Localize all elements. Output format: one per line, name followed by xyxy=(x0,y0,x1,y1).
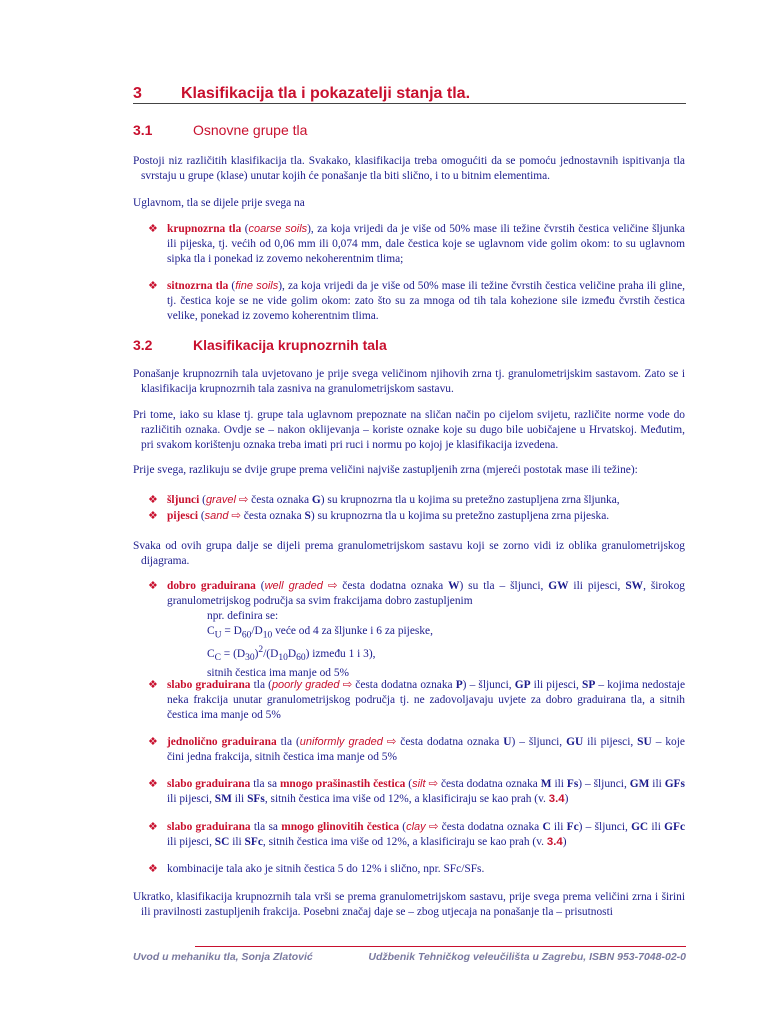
list-item: ❖ slabo graduirana tla sa mnogo glinovitih čestica (clay ⇨ česta dodatna oznaka C ili Fc) – šljunci, GC ili GFc ili pijesci, SC ili SFc, sitnih čestica ima više od 12%, a klasificiraju se kao prah (v. 3.4) xyxy=(148,821,685,848)
section-title: Klasifikacija krupnozrnih tala xyxy=(193,337,387,353)
bullet-icon: ❖ xyxy=(148,863,158,875)
paragraph: Svaka od ovih grupa dalje se dijeli prema granulometrijskom sastavu koji se zorno vidi iz oblika granulometrijskog dijagrama. xyxy=(133,540,685,567)
chapter-number: 3 xyxy=(133,85,142,102)
list-item: ❖ šljunci (gravel ⇨ česta oznaka G) su krupnozrna tla u kojima su pretežno zastupljena zrna šljunka, xyxy=(148,494,620,506)
arrow-right-icon: ⇨ xyxy=(382,736,401,748)
chapter-heading xyxy=(133,86,686,104)
arrow-right-icon: ⇨ xyxy=(322,580,343,592)
section-number: 3.1 xyxy=(133,122,153,138)
section-heading-3-1 xyxy=(133,123,307,138)
footer-right: Udžbenik Tehničkog veleučilišta u Zagrebu, ISBN 953-7048-02-0 xyxy=(368,951,686,963)
chapter-title: Klasifikacija tla i pokazatelji stanja tla. xyxy=(181,85,471,102)
bullet-icon: ❖ xyxy=(148,494,158,506)
section-title: Osnovne grupe tla xyxy=(193,122,308,138)
paragraph: Pri tome, iako su klase tj. grupe tala uglavnom prepoznate na sličan način po cijelom svijetu, različite norme vode do različitih oznaka. Ovdje se – nakon oklijevanja – koriste oznake koje su dugo bile uobičajene u Hrvatskoj. Međutim, pri svakom korištenju oznaka treba imati pri ruci i normu po kojoj je klasifikacija izvedena. xyxy=(133,409,685,451)
paragraph: Postoji niz različitih klasifikacija tla. Svakako, klasifikacija treba omogućiti da se pomoću jednostavnih ispitivanja tla svrstaju u grupe (klase) unutar kojih će ponašanje tla biti slično, i to u bitnim elementima. xyxy=(133,155,685,182)
list-item: ❖ pijesci (sand ⇨ česta oznaka S) su krupnozrna tla u kojima su pretežno zastupljena zrna pijeska. xyxy=(148,510,610,522)
bullet-icon: ❖ xyxy=(148,679,158,691)
list-item: ❖ krupnozrna tla (coarse soils), za koja vrijedi da je više od 50% mase ili težine čvrstih čestica veličine šljunka ili pijeska, tj. većih od 0,06 mm ili 0,074 mm, dale čestica koje se uglavnom vide golim okom: to su uglavnom sipka tla i ponekad iz zovemo nekoherentnim tlima; xyxy=(148,223,685,265)
bullet-icon: ❖ xyxy=(148,223,158,235)
bullet-icon: ❖ xyxy=(148,580,158,592)
list-item: ❖ slabo graduirana tla (poorly graded ⇨ česta dodatna oznaka P) – šljunci, GP ili pijesci, SP – kojima nedostaje neka frakcija unutar granulometrijskog područja tj. ne zadovoljavaju uvjete za dobro graduirana tla, a sitnih čestica ima manje od 5% xyxy=(148,679,685,721)
list-item: ❖ slabo graduirana tla sa mnogo prašinastih čestica (silt ⇨ česta dodatna oznaka M ili Fs) – šljunci, GM ili GFs ili pijesci, SM ili SFs, sitnih čestica ima više od 12%, a klasificiraju se kao prah (v. 3.4) xyxy=(148,778,685,805)
arrow-right-icon: ⇨ xyxy=(425,778,441,790)
paragraph: Ukratko, klasifikacija krupnozrnih tala vrši se prema granulometrijskom sastavu, prije svega prema veličini zrna i širini ili pravilnosti zastupljenih frakcija. Posebni značaj daje se – zbog utjecaja na ponašanje tla – prisutnosti xyxy=(133,891,685,918)
footer-rule xyxy=(195,946,686,947)
bullet-icon: ❖ xyxy=(148,778,158,790)
section-number: 3.2 xyxy=(133,337,153,353)
bullet-icon: ❖ xyxy=(148,280,158,292)
cross-reference-link[interactable]: 3.4 xyxy=(546,836,563,848)
section-heading-3-2 xyxy=(133,338,387,353)
arrow-right-icon: ⇨ xyxy=(425,821,442,833)
arrow-right-icon: ⇨ xyxy=(235,494,252,506)
arrow-right-icon: ⇨ xyxy=(228,510,244,522)
paragraph: Prije svega, razlikuju se dvije grupe prema veličini najviše zastupljenih zrna (mjereći postotak mase ili težine): xyxy=(133,464,638,476)
bullet-icon: ❖ xyxy=(148,821,158,833)
paragraph: Ponašanje krupnozrnih tala uvjetovano je prije svega veličinom njihovih zrna tj. granulometrijskim sastavom. Zato se i klasifikacija krupnozrnih tala zasniva na granulometrijskom sastavu. xyxy=(133,368,685,395)
bullet-icon: ❖ xyxy=(148,510,158,522)
list-item: ❖ sitnozrna tla (fine soils), za koja vrijedi da je više od 50% mase ili težine čvrstih čestica veličine praha ili gline, tj. čestica koje se ne vide golim okom: zato što su za mnoga od tih tala kohezione sile između čvrstih čestica velike, ponekad iz zovemo koherentnim tlima. xyxy=(148,280,685,322)
list-item: ❖ jednolično graduirana tla (uniformly graded ⇨ česta dodatna oznaka U) – šljunci, GU ili pijesci, SU – koje čini jedna frakcija, sitnih čestica ima manje od 5% xyxy=(148,736,685,763)
list-item: ❖ kombinacije tala ako je sitnih čestica 5 do 12% i slično, npr. SFc/SFs. xyxy=(148,863,485,875)
paragraph: Uglavnom, tla se dijele prije svega na xyxy=(133,197,305,209)
bullet-icon: ❖ xyxy=(148,736,158,748)
cross-reference-link[interactable]: 3.4 xyxy=(548,793,565,805)
arrow-right-icon: ⇨ xyxy=(339,679,356,691)
footer-left: Uvod u mehaniku tla, Sonja Zlatović xyxy=(133,951,313,963)
list-item: ❖ dobro graduirana (well graded ⇨ česta dodatna oznaka W) su tla – šljunci, GW ili pijesci, SW, širokog granulometrijskog područja sa svim frakcijama dobro zastupljenim npr. definira se: $C_U = D_{60}/D_{10}$ veće od 4 za šljunke i 6 za pijeske, $C_C = (D_{30})^2/(D_{10}D_{60})$ između 1 i 3), sitnih čestica ima manje od 5% xyxy=(148,580,685,680)
